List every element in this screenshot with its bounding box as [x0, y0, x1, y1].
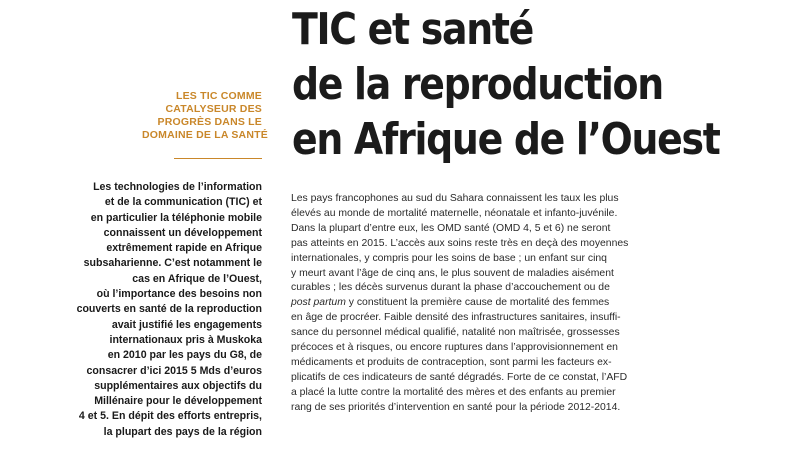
lead-line: en 2010 par les pays du G8, de [107, 349, 262, 362]
lead-line: avait justifié les engagements [111, 318, 262, 331]
title-line: TIC et santé [292, 4, 534, 55]
lead-line: Les technologies de l’information [93, 181, 262, 193]
lead-line: internationaux pris à Muskoka [109, 333, 262, 346]
body-line-rest: y constituent la première cause de mortalité des femmes [345, 297, 610, 309]
lead-paragraph [72, 180, 262, 440]
lead-line: subsaharienne. C’est notamment le [83, 257, 262, 270]
body-line: curables ; les décès survenus durant la phase d’accouchement ou de [291, 282, 610, 294]
lead-line: où l’importance des besoins non [96, 288, 262, 301]
kicker-line: LES TIC COMME [175, 90, 262, 102]
body-line: internationales, y compris pour les soins de base ; un enfant sur cinq [291, 252, 607, 264]
kicker-line: PROGRÈS DANS LE [157, 116, 262, 128]
lead-line: connaissent un développement [103, 226, 262, 239]
body-line: rang de ses priorités d’intervention en santé pour la période 2012-2014. [291, 401, 621, 413]
lead-line: la plupart des pays de la région [103, 425, 262, 438]
lead-line: supplémentaires aux objectifs du [94, 379, 262, 392]
body-paragraph [291, 192, 641, 416]
body-line: Dans la plupart d’entre eux, les OMD santé (OMD 4, 5 et 6) ne seront [291, 222, 611, 234]
lead-line: extrêmement rapide en Afrique [106, 242, 262, 255]
body-line: plicatifs de ces indicateurs de santé dégradés. Forte de ce constat, l’AFD [291, 371, 628, 383]
lead-line: Millénaire pour le développement [94, 395, 262, 408]
body-line: pas atteints en 2015. L’accès aux soins reste très en deçà des moyennes [291, 237, 629, 249]
italic-term: post partum [291, 297, 346, 309]
lead-line: 4 et 5. En dépit des efforts entrepris, [78, 410, 262, 423]
article-title [292, 2, 722, 167]
section-kicker [142, 90, 268, 142]
body-line: médicaments et produits de contraception, sont parmi les facteurs ex- [291, 356, 612, 368]
body-line: a placé la lutte contre la mortalité des mères et des enfants au premier [291, 386, 616, 398]
kicker-divider [174, 158, 262, 159]
lead-line: et de la communication (TIC) et [104, 196, 262, 209]
title-line: en Afrique de l’Ouest [292, 114, 720, 165]
lead-line: couverts en santé de la reproduction [76, 303, 262, 316]
body-line: y meurt avant l’âge de cinq ans, le plus souvent de maladies aisément [291, 267, 614, 279]
lead-line: consacrer d’ici 2015 5 Mds d’euros [86, 364, 262, 377]
kicker-line: CATALYSEUR DES [165, 103, 262, 115]
kicker-line: DOMAINE DE LA SANTÉ [142, 129, 268, 141]
body-line: élevés au monde de mortalité maternelle, néonatale et infanto-juvénile. [291, 207, 618, 219]
body-line: Les pays francophones au sud du Sahara connaissent les taux les plus [291, 193, 619, 204]
body-line: en âge de procréer. Faible densité des infrastructures sanitaires, insuffi- [291, 312, 621, 324]
title-line: de la reproduction [292, 59, 663, 110]
lead-line: cas en Afrique de l’Ouest, [132, 272, 262, 285]
body-line-mixed [291, 296, 641, 311]
lead-line: en particulier la téléphonie mobile [90, 211, 262, 224]
body-line: sance du personnel médical qualifié, natalité non maîtrisée, grossesses [291, 327, 620, 339]
body-line: précoces et à risques, ou encore ruptures dans l’approvisionnement en [291, 342, 618, 354]
